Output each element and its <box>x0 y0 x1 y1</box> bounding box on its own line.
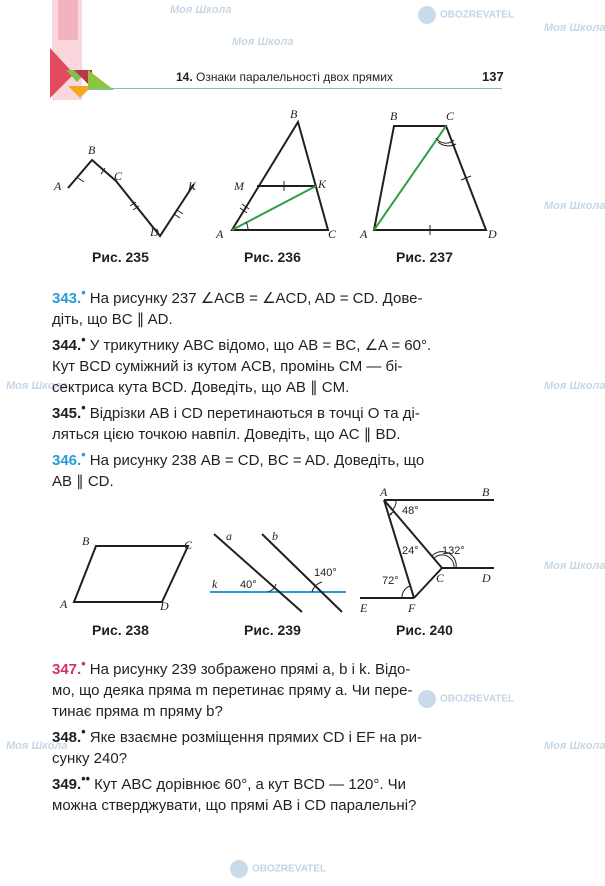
header-rule <box>90 88 502 89</box>
angle-132: 132° <box>442 545 465 557</box>
label-m: M <box>234 179 244 193</box>
corner-logo-icon <box>44 0 124 100</box>
angle-40: 40° <box>240 579 257 591</box>
problem-343: 343.• На рисунку 237 ∠ACB = ∠ACD, AD = CD. Дове- діть, що BC ∥ AD. <box>52 286 423 328</box>
label-d: D <box>150 225 159 239</box>
label-d: D <box>482 571 491 585</box>
label-b: B <box>482 485 490 499</box>
label-a: A <box>54 179 62 193</box>
label-b: b <box>272 529 278 543</box>
watermark-moya: Моя Школа <box>6 740 68 752</box>
label-e: E <box>360 601 368 615</box>
caption-fig-235: Рис. 235 <box>92 249 149 265</box>
label-a: A <box>216 227 224 241</box>
caption-fig-236: Рис. 236 <box>244 249 301 265</box>
label-d: D <box>160 599 169 613</box>
label-c: C <box>114 169 123 183</box>
watermark-obozrevatel: OBOZREVATEL <box>230 860 326 878</box>
caption-fig-237: Рис. 237 <box>396 249 453 265</box>
label-k: K <box>188 179 197 193</box>
label-k: k <box>212 577 218 591</box>
problem-344: 344.• У трикутнику ABC відомо, що AB = BC, ∠A = 60°. Кут BCD суміжний із кутом ACB, промінь CM — бі- сектриса кута BCD. Доведіть, що AB ∥ CM. <box>52 333 432 396</box>
label-b: B <box>88 143 96 157</box>
watermark-moya: Моя Школа <box>544 22 605 34</box>
watermark-moya: Моя Школа <box>232 36 294 48</box>
problem-345: 345.• Відрізки AB і CD перетинаються в точці O та ді- ляться цією точкою навпіл. Доведіть, що AC ∥ BD. <box>52 401 420 443</box>
label-c: C <box>184 538 193 552</box>
label-a: A <box>380 485 388 499</box>
caption-fig-238: Рис. 238 <box>92 622 149 638</box>
label-c: C <box>328 227 337 241</box>
watermark-moya: Моя Школа <box>544 200 605 212</box>
angle-24: 24° <box>402 545 419 557</box>
watermark-moya: Моя Школа <box>544 380 605 392</box>
watermark-logo-icon <box>418 6 436 24</box>
watermark-logo-icon <box>230 860 248 878</box>
label-d: D <box>488 227 497 241</box>
label-c: C <box>446 109 455 123</box>
figure-237 <box>354 104 506 244</box>
caption-fig-239: Рис. 239 <box>244 622 301 638</box>
watermark-obozrevatel: OBOZREVATEL <box>418 6 514 24</box>
watermark-moya: Моя Школа <box>170 4 232 16</box>
watermark-moya: Моя Школа <box>6 380 68 392</box>
label-c: C <box>436 571 445 585</box>
figure-239 <box>206 530 352 616</box>
page-number: 137 <box>482 69 504 84</box>
label-k: K <box>318 177 327 191</box>
label-b: B <box>390 109 398 123</box>
watermark-moya: Моя Школа <box>544 560 605 572</box>
label-b: B <box>290 107 298 121</box>
label-a: a <box>226 529 232 543</box>
problem-346: 346.• На рисунку 238 AB = CD, BC = AD. Доведіть, що AB ∥ CD. <box>52 448 425 490</box>
label-f: F <box>408 601 416 615</box>
watermark-moya: Моя Школа <box>544 740 605 752</box>
problem-347: 347.• На рисунку 239 зображено прямі a, b і k. Відо- мо, що деяка пряма m перетинає пряму a. Чи пере- тинає пряма m пряму b? <box>52 657 413 720</box>
section-number: 14. <box>176 70 193 84</box>
angle-48: 48° <box>402 505 419 517</box>
caption-fig-240: Рис. 240 <box>396 622 453 638</box>
figure-235 <box>48 140 208 250</box>
label-a: A <box>360 227 368 241</box>
problems-block-1 <box>52 283 502 492</box>
watermark-obozrevatel: OBOZREVATEL <box>418 690 514 708</box>
figure-236 <box>210 104 350 244</box>
label-a: A <box>60 597 68 611</box>
problem-348: 348.• Яке взаємне розміщення прямих CD і EF на ри- сунку 240? <box>52 725 422 767</box>
angle-72: 72° <box>382 575 399 587</box>
problem-349: 349.•• Кут ABC дорівнює 60°, а кут BCD — 120°. Чи можна стверджувати, що прямі AB і CD паралельні? <box>52 772 417 814</box>
label-b: B <box>82 534 90 548</box>
angle-140: 140° <box>314 567 337 579</box>
figure-238 <box>56 530 206 616</box>
figure-240 <box>356 484 502 616</box>
running-header <box>176 70 393 84</box>
section-title: Ознаки паралельності двох прямих <box>192 70 393 84</box>
problems-block-2 <box>52 654 502 816</box>
